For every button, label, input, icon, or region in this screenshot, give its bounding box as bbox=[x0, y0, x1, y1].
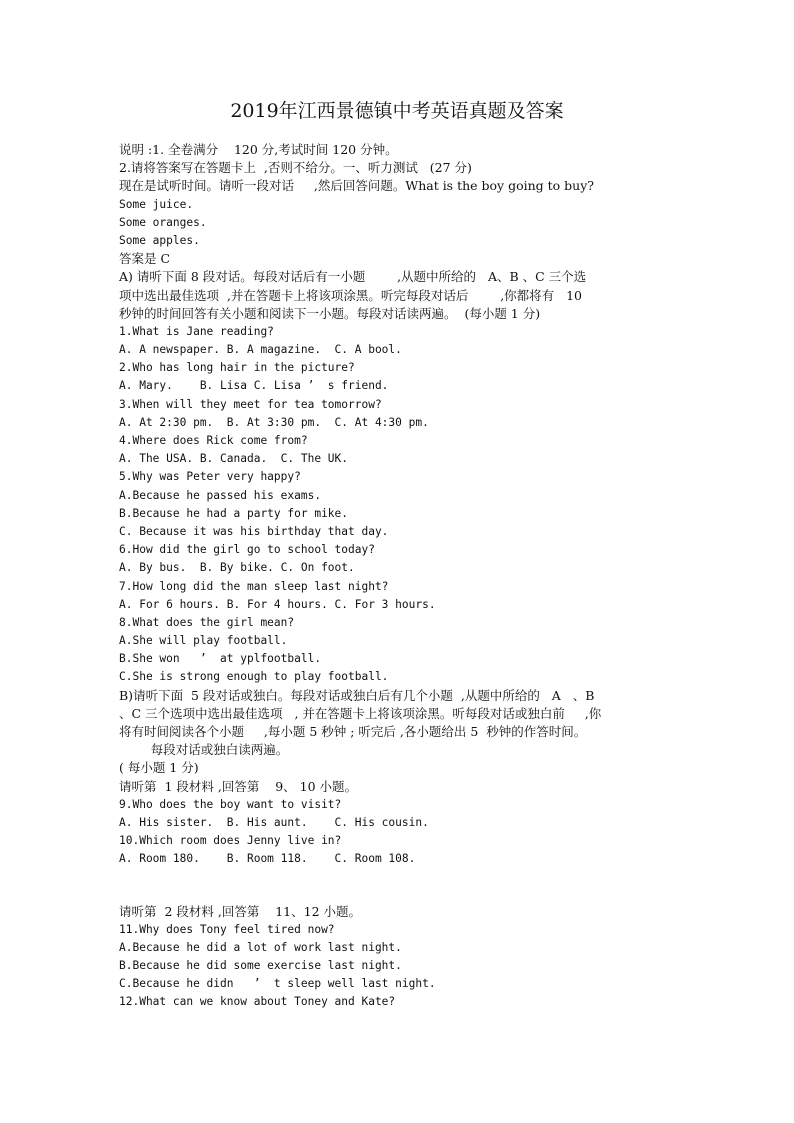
question-options: A. His sister. B. His aunt. C. His cousin. bbox=[119, 815, 429, 829]
section-a-instructions: 秒钟的时间回答有关小题和阅读下一小题。每段对话读两遍。 (每小题 1 分) bbox=[119, 305, 541, 321]
trial-option: Some oranges. bbox=[119, 215, 207, 229]
question: 1.What is Jane reading? bbox=[119, 324, 274, 338]
section-b-instructions: 、C 三个选项中选出最佳选项 , 并在答题卡上将该项涂黑。听每段对话或独白前 ,你 bbox=[119, 705, 602, 721]
question-options: A. A newspaper. B. A magazine. C. A bool. bbox=[119, 343, 402, 357]
question: 10.Which room does Jenny live in? bbox=[119, 834, 342, 848]
section-b-instructions: 将有时间阅读各个小题 ,每小题 5 秒钟 ; 听完后 ,各小题给出 5 秒钟的作答时间。 bbox=[119, 724, 587, 739]
question: 5.Why was Peter very happy? bbox=[119, 470, 301, 484]
question: 3.When will they meet for tea tomorrow? bbox=[119, 397, 382, 411]
section-b-instructions: B)请听下面 5 段对话或独白。每段对话或独白后有几个小题 ,从题中所给的 A 、B bbox=[119, 687, 595, 703]
document-title: 2019年江西景德镇中考英语真题及答案 bbox=[230, 100, 564, 122]
question: 4.Where does Rick come from? bbox=[119, 434, 308, 447]
question: 8.What does the girl mean? bbox=[119, 615, 295, 629]
question-options: A. Room 180. B. Room 118. C. Room 108. bbox=[119, 852, 416, 866]
question-options: A. The USA. B. Canada. C. The UK. bbox=[119, 452, 349, 466]
material-heading: 请听第 2 段材料 ,回答第 11、12 小题。 bbox=[119, 903, 361, 919]
instructions-line: 2.请将答案写在答题卡上 ,否则不给分。一、听力测试 (27 分) bbox=[119, 160, 472, 176]
section-b-instructions: 每段对话或独白读两遍。 bbox=[119, 742, 289, 758]
trial-question: 现在是试听时间。请听一段对话 ,然后回答问题。What is the boy going to buy? bbox=[119, 178, 594, 194]
section-a-instructions: A) 请听下面 8 段对话。每段对话后有一小题 ,从题中所给的 A、B 、C 三个选 bbox=[119, 269, 587, 285]
question-options: A. At 2:30 pm. B. At 3:30 pm. C. At 4:30 pm. bbox=[119, 415, 429, 429]
trial-option: Some juice. bbox=[119, 197, 194, 211]
question: 7.How long did the man sleep last night? bbox=[119, 579, 389, 593]
document-body bbox=[119, 141, 689, 1012]
spacer bbox=[119, 869, 689, 903]
question-option: B.Because he had a party for mike. bbox=[119, 506, 349, 520]
question-options: A. For 6 hours. B. For 4 hours. C. For 3 hours. bbox=[119, 597, 436, 611]
question-option: C.She is strong enough to play football. bbox=[119, 670, 389, 684]
question: 12.What can we know about Toney and Kate? bbox=[119, 995, 396, 1009]
section-b-score: ( 每小题 1 分) bbox=[119, 760, 199, 776]
question-options: A. Mary. B. Lisa C. Lisa ’ s friend. bbox=[119, 379, 389, 393]
trial-option: Some apples. bbox=[119, 233, 200, 247]
question-option: C. Because it was his birthday that day. bbox=[119, 524, 389, 538]
question-option: C.Because he didn ’ t sleep well last night. bbox=[119, 977, 436, 991]
question-option: A.Because he passed his exams. bbox=[119, 488, 322, 502]
question-options: A. By bus. B. By bike. C. On foot. bbox=[119, 561, 355, 575]
material-heading: 请听第 1 段材料 ,回答第 9、 10 小题。 bbox=[119, 778, 358, 794]
question-option: A.Because he did a lot of work last night. bbox=[119, 940, 402, 954]
question-option: A.She will play football. bbox=[119, 634, 288, 648]
question-option: B.She won ’ at yplfootball. bbox=[119, 652, 322, 666]
section-a-instructions: 项中选出最佳选项 ,并在答题卡上将该项涂黑。听完每段对话后 ,你都将有 10 bbox=[119, 287, 583, 303]
instructions-line: 说明 :1. 全卷满分 120 分,考试时间 120 分钟。 bbox=[119, 142, 398, 157]
trial-answer: 答案是 C bbox=[119, 251, 171, 267]
question: 2.Who has long hair in the picture? bbox=[119, 361, 355, 375]
question: 11.Why does Tony feel tired now? bbox=[119, 922, 335, 936]
question: 9.Who does the boy want to visit? bbox=[119, 797, 342, 811]
question: 6.How did the girl go to school today? bbox=[119, 543, 375, 557]
question-option: B.Because he did some exercise last night. bbox=[119, 959, 402, 973]
